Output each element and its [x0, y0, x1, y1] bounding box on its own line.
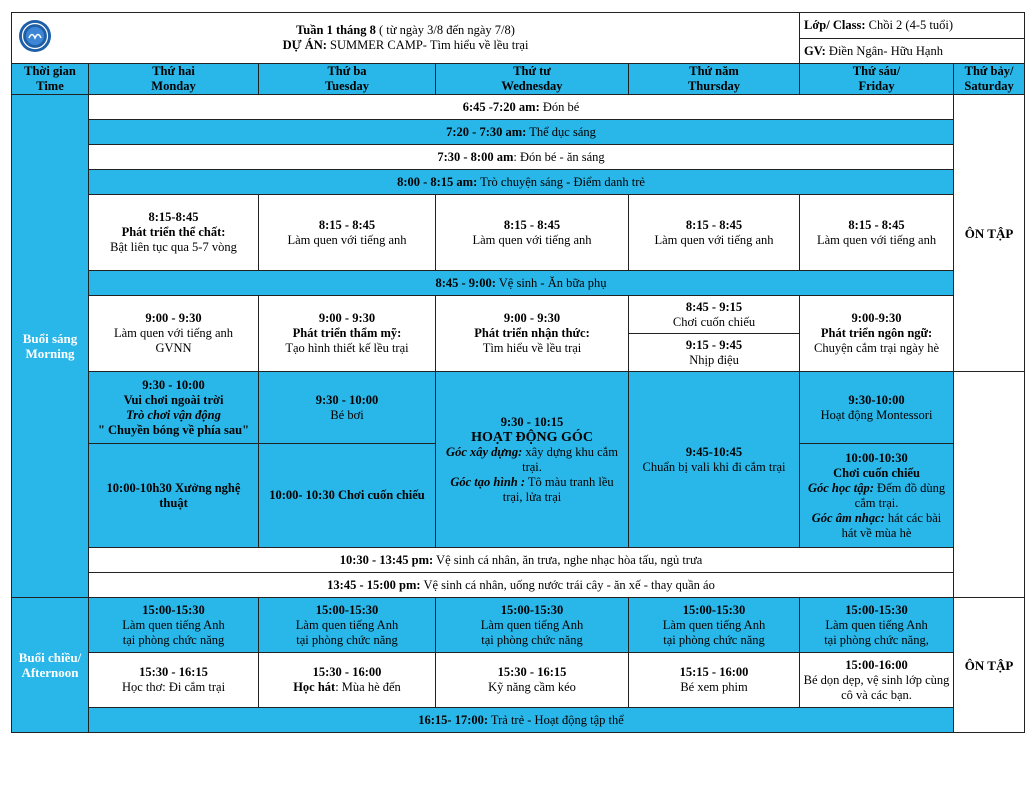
- morning-label: Buổi sáng Morning: [12, 95, 89, 598]
- col-header-saturday: Thứ bảy/ Saturday: [954, 64, 1025, 95]
- fri-1000-cell: 10:00-10:30 Chơi cuốn chiếu Góc học tập: Đếm đồ dùng cắm trại. Góc âm nhạc: hát các bài hát về mùa hè: [800, 444, 954, 548]
- wed-1500-cell: 15:00-15:30 Làm quen tiếng Anh tại phòng chức năng: [436, 598, 629, 653]
- col-header-wednesday: Thứ tư Wednesday: [436, 64, 629, 95]
- mon-1530-cell: 15:30 - 16:15 Học thơ: Đi cắm trại: [89, 653, 259, 708]
- tue-1000-cell: 10:00- 10:30 Chơi cuốn chiếu: [259, 444, 436, 548]
- wed-1530-cell: 15:30 - 16:15 Kỹ năng cầm kéo: [436, 653, 629, 708]
- mon-0900-cell: 9:00 - 9:30 Làm quen với tiếng anh GVNN: [89, 296, 259, 372]
- mon-0815-cell: 8:15-8:45 Phát triển thể chất: Bật liên tục qua 5-7 vòng: [89, 195, 259, 271]
- mon-1000-cell: 10:00-10h30 Xưởng nghệ thuật: [89, 444, 259, 548]
- wed-0815-cell: 8:15 - 8:45 Làm quen với tiếng anh: [436, 195, 629, 271]
- class-value: Chồi 2 (4-5 tuổi): [865, 18, 953, 32]
- project-label: DỰ ÁN:: [282, 38, 327, 52]
- schedule-table: [11, 12, 1025, 733]
- col-header-monday: Thứ hai Monday: [89, 64, 259, 95]
- full-row-0730: 7:30 - 8:00 am: Đón bé - ăn sáng: [89, 145, 954, 170]
- header-title-cell: [12, 13, 800, 64]
- class-info-cell: [800, 13, 1025, 39]
- thu-0945-cell: 9:45-10:45 Chuẩn bị vali khi đi cắm trại: [629, 372, 800, 548]
- thu-0845-cell: 8:45 - 9:15 Chơi cuốn chiếu: [629, 296, 800, 334]
- full-row-0800: 8:00 - 8:15 am: Trò chuyện sáng - Điểm danh trẻ: [89, 170, 954, 195]
- tue-1530-cell: 15:30 - 16:00 Học hát: Mùa hè đến: [259, 653, 436, 708]
- week-range: ( từ ngày 3/8 đến ngày 7/8): [375, 23, 515, 37]
- week-title: Tuần 1 tháng 8: [296, 23, 376, 37]
- thu-0915-cell: 9:15 - 9:45 Nhịp điệu: [629, 334, 800, 372]
- schedule-sheet: [11, 12, 1024, 733]
- fri-0815-cell: 8:15 - 8:45 Làm quen với tiếng anh: [800, 195, 954, 271]
- afternoon-label: Buổi chiều/ Afternoon: [12, 598, 89, 733]
- tue-1500-cell: 15:00-15:30 Làm quen tiếng Anh tại phòng chức năng: [259, 598, 436, 653]
- full-row-1030: 10:30 - 13:45 pm: Vệ sinh cá nhân, ăn trưa, nghe nhạc hòa tấu, ngủ trưa: [89, 548, 954, 573]
- tue-0815-cell: 8:15 - 8:45 Làm quen với tiếng anh: [259, 195, 436, 271]
- wed-0900-cell: 9:00 - 9:30 Phát triển nhận thức: Tìm hiểu về lều trại: [436, 296, 629, 372]
- project-name: SUMMER CAMP- Tìm hiểu về lều trại: [326, 38, 529, 52]
- col-header-tuesday: Thứ ba Tuesday: [259, 64, 436, 95]
- col-header-time: Thời gian Time: [12, 64, 89, 95]
- full-row-1615: 16:15- 17:00: Trả trẻ - Hoạt động tập thể: [89, 708, 954, 733]
- thu-0815-cell: 8:15 - 8:45 Làm quen với tiếng anh: [629, 195, 800, 271]
- thu-1500-cell: 15:00-15:30 Làm quen tiếng Anh tại phòng chức năng: [629, 598, 800, 653]
- fri-1500b-cell: 15:00-16:00 Bé dọn dẹp, vệ sinh lớp cùng cô và các bạn.: [800, 653, 954, 708]
- fri-0900-cell: 9:00-9:30 Phát triển ngôn ngữ: Chuyện cắm trại ngày hè: [800, 296, 954, 372]
- fri-0930-cell: 9:30-10:00 Hoạt động Montessori: [800, 372, 954, 444]
- full-row-0645: 6:45 -7:20 am: Đón bé: [89, 95, 954, 120]
- col-header-thursday: Thứ năm Thursday: [629, 64, 800, 95]
- tue-0900-cell: 9:00 - 9:30 Phát triển thẩm mỹ: Tạo hình thiết kế lều trại: [259, 296, 436, 372]
- full-row-0720: 7:20 - 7:30 am: Thể dục sáng: [89, 120, 954, 145]
- tue-0930-cell: 9:30 - 10:00 Bé bơi: [259, 372, 436, 444]
- teacher-label: GV:: [804, 43, 826, 58]
- wed-0930-cell: 9:30 - 10:15 HOẠT ĐỘNG GÓC Góc xây dựng: xây dựng khu cắm trại. Góc tạo hình : Tô màu tranh lều trại, lửa trại: [436, 372, 629, 548]
- fri-1500-cell: 15:00-15:30 Làm quen tiếng Anh tại phòng chức năng,: [800, 598, 954, 653]
- teacher-value: Điền Ngân- Hữu Hạnh: [825, 43, 943, 58]
- school-logo-icon: [18, 19, 52, 53]
- full-row-0845: 8:45 - 9:00: Vệ sinh - Ăn bữa phụ: [89, 271, 954, 296]
- teacher-info-cell: [800, 39, 1025, 64]
- full-row-1345: 13:45 - 15:00 pm: Vệ sinh cá nhân, uống nước trái cây - ăn xế - thay quần áo: [89, 573, 954, 598]
- saturday-review-afternoon: ÔN TẬP: [954, 598, 1025, 733]
- class-label: Lớp/ Class:: [804, 18, 866, 32]
- mon-0930-cell: 9:30 - 10:00 Vui chơi ngoài trời Trò chơi vận động " Chuyền bóng về phía sau": [89, 372, 259, 444]
- saturday-morning-gap: [954, 372, 1025, 598]
- mon-1500-cell: 15:00-15:30 Làm quen tiếng Anh tại phòng chức năng: [89, 598, 259, 653]
- saturday-review-morning: ÔN TẬP: [954, 95, 1025, 372]
- thu-1515-cell: 15:15 - 16:00 Bé xem phim: [629, 653, 800, 708]
- col-header-friday: Thứ sáu/ Friday: [800, 64, 954, 95]
